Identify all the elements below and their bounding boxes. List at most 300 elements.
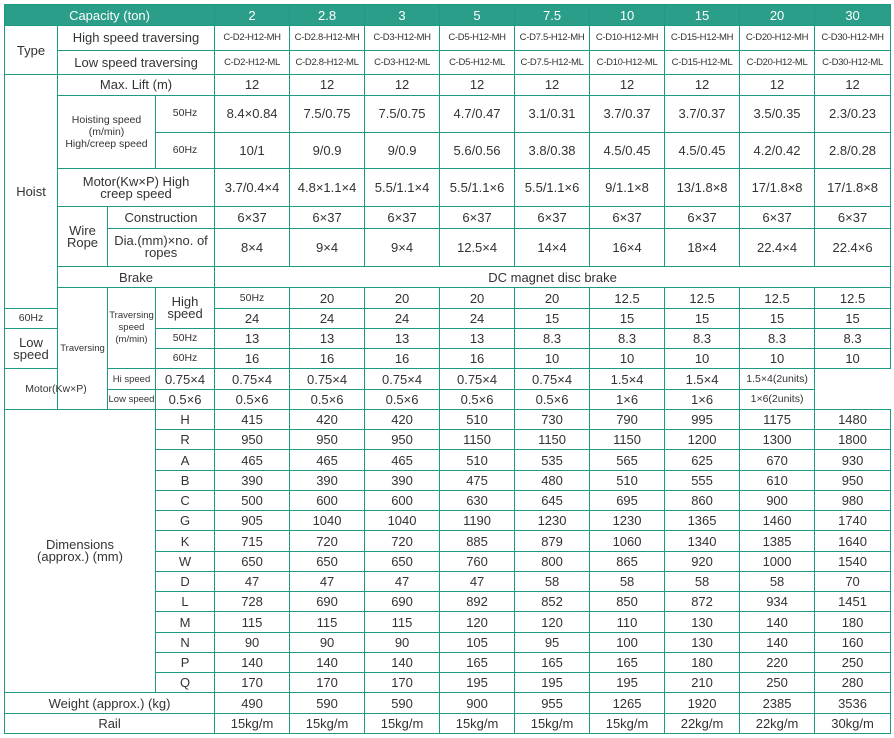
wire-dia-row xyxy=(5,228,891,266)
value-cell: 24 xyxy=(365,308,440,328)
traversing-label: Traversing xyxy=(58,288,108,410)
value-cell: 13 xyxy=(290,328,365,348)
value-cell: 872 xyxy=(665,592,740,612)
value-cell: 7.5/0.75 xyxy=(290,96,365,132)
value-cell: 1.5×4 xyxy=(590,369,665,389)
dimension-key: A xyxy=(156,450,215,470)
value-cell: 12 xyxy=(515,74,590,95)
value-cell: 865 xyxy=(590,551,665,571)
value-cell: 0.5×6 xyxy=(215,389,290,409)
value-cell: 650 xyxy=(365,551,440,571)
value-cell: 12.5 xyxy=(815,288,891,308)
value-cell: 10/1 xyxy=(215,132,290,168)
value-cell: 8×4 xyxy=(215,228,290,266)
value-cell: 879 xyxy=(515,531,590,551)
value-cell: 47 xyxy=(290,571,365,591)
value-cell: 1150 xyxy=(440,430,515,450)
value-cell: 510 xyxy=(440,409,515,429)
value-cell: 12.5 xyxy=(590,288,665,308)
value-cell: 1175 xyxy=(740,409,815,429)
value-cell: 1451 xyxy=(815,592,891,612)
value-cell: 6×37 xyxy=(665,207,740,228)
value-cell: 465 xyxy=(215,450,290,470)
value-cell: 10 xyxy=(590,349,665,369)
value-cell: 510 xyxy=(440,450,515,470)
value-cell: 885 xyxy=(440,531,515,551)
type-high-row xyxy=(5,26,891,50)
value-cell: 5.5/1.1×6 xyxy=(515,168,590,206)
capacity-cell: 5 xyxy=(440,5,515,26)
value-cell: 1190 xyxy=(440,511,515,531)
capacity-cell: 3 xyxy=(365,5,440,26)
value-cell: 850 xyxy=(590,592,665,612)
value-cell: 18×4 xyxy=(665,228,740,266)
value-cell: 1.5×4(2units) xyxy=(740,369,815,389)
value-cell: 115 xyxy=(290,612,365,632)
value-cell: 2385 xyxy=(740,693,815,713)
value-cell: 1265 xyxy=(590,693,665,713)
value-cell: 195 xyxy=(590,673,665,693)
dimension-key: G xyxy=(156,511,215,531)
value-cell: 22.4×6 xyxy=(815,228,891,266)
capacity-cell: 30 xyxy=(815,5,891,26)
wire-construction-row xyxy=(5,207,891,228)
value-cell: 420 xyxy=(365,409,440,429)
value-cell: 0.75×4 xyxy=(290,369,365,389)
value-cell: 15kg/m xyxy=(515,713,590,733)
value-cell: 15 xyxy=(740,308,815,328)
value-cell: 47 xyxy=(215,571,290,591)
value-cell: 280 xyxy=(815,673,891,693)
value-cell: 24 xyxy=(290,308,365,328)
value-cell: 16 xyxy=(440,349,515,369)
value-cell: 3.1/0.31 xyxy=(515,96,590,132)
value-cell: 170 xyxy=(290,673,365,693)
model-cell: C-D10-H12-ML xyxy=(590,50,665,74)
value-cell: 10 xyxy=(515,349,590,369)
brake-row xyxy=(5,267,891,288)
capacity-cell: 2.8 xyxy=(290,5,365,26)
value-cell: 535 xyxy=(515,450,590,470)
value-cell: 1800 xyxy=(815,430,891,450)
value-cell: 4.8×1.1×4 xyxy=(290,168,365,206)
value-cell: 1040 xyxy=(290,511,365,531)
model-cell: C-D2.8-H12-MH xyxy=(290,26,365,50)
value-cell: 715 xyxy=(215,531,290,551)
dimension-key: R xyxy=(156,430,215,450)
value-cell: 6×37 xyxy=(590,207,665,228)
model-cell: C-D30-H12-ML xyxy=(815,50,891,74)
value-cell: 1×6(2units) xyxy=(740,389,815,409)
value-cell: 140 xyxy=(215,652,290,672)
model-cell: C-D20-H12-MH xyxy=(740,26,815,50)
max-lift-row xyxy=(5,74,891,95)
value-cell: 12 xyxy=(290,74,365,95)
value-cell: 195 xyxy=(440,673,515,693)
value-cell: 5.6/0.56 xyxy=(440,132,515,168)
value-cell: 690 xyxy=(365,592,440,612)
value-cell: 15kg/m xyxy=(290,713,365,733)
dimension-key: K xyxy=(156,531,215,551)
value-cell: 2.3/0.23 xyxy=(815,96,891,132)
value-cell: 5.5/1.1×4 xyxy=(365,168,440,206)
value-cell: 390 xyxy=(290,470,365,490)
value-cell: 500 xyxy=(215,490,290,510)
value-cell: 210 xyxy=(665,673,740,693)
type-low-row xyxy=(5,50,891,74)
value-cell: 610 xyxy=(740,470,815,490)
value-cell: 8.3 xyxy=(815,328,891,348)
value-cell: 920 xyxy=(665,551,740,571)
value-cell: 0.75×4 xyxy=(215,369,290,389)
value-cell: 0.5×6 xyxy=(156,389,215,409)
dimension-key: H xyxy=(156,409,215,429)
value-cell: 0.5×6 xyxy=(515,389,590,409)
value-cell: 3.7/0.37 xyxy=(590,96,665,132)
value-cell: 590 xyxy=(365,693,440,713)
low-speed-label: Low speed xyxy=(108,389,156,409)
value-cell: 930 xyxy=(815,450,891,470)
value-cell: 8.3 xyxy=(740,328,815,348)
value-cell: 165 xyxy=(440,652,515,672)
value-cell: 1150 xyxy=(590,430,665,450)
value-cell: 670 xyxy=(740,450,815,470)
value-cell: 1040 xyxy=(365,511,440,531)
hi-speed-label: Hi speed xyxy=(108,369,156,389)
model-cell: C-D10-H12-MH xyxy=(590,26,665,50)
value-cell: 15kg/m xyxy=(440,713,515,733)
value-cell: 1385 xyxy=(740,531,815,551)
value-cell: 130 xyxy=(665,612,740,632)
value-cell: 20 xyxy=(365,288,440,308)
value-cell: 20 xyxy=(290,288,365,308)
value-cell: 24 xyxy=(440,308,515,328)
value-cell: 10 xyxy=(665,349,740,369)
value-cell: 115 xyxy=(365,612,440,632)
value-cell: 12 xyxy=(740,74,815,95)
dia-label: Dia.(mm)×no. of ropes xyxy=(108,228,215,266)
model-cell: C-D7.5-H12-MH xyxy=(515,26,590,50)
value-cell: 565 xyxy=(590,450,665,470)
value-cell: 6×37 xyxy=(815,207,891,228)
brake-label: Brake xyxy=(58,267,215,288)
model-cell: C-D7.5-H12-ML xyxy=(515,50,590,74)
value-cell: 110 xyxy=(590,612,665,632)
value-cell: 1460 xyxy=(740,511,815,531)
hz-50-label: 50Hz xyxy=(215,288,290,308)
trav-motor-lo-row xyxy=(5,389,891,409)
capacity-label: Capacity (ton) xyxy=(5,5,215,26)
value-cell: 1×6 xyxy=(590,389,665,409)
value-cell: 20 xyxy=(440,288,515,308)
value-cell: 1.5×4 xyxy=(665,369,740,389)
value-cell: 695 xyxy=(590,490,665,510)
value-cell: 16 xyxy=(290,349,365,369)
weight-label: Weight (approx.) (kg) xyxy=(5,693,215,713)
value-cell: 24 xyxy=(215,308,290,328)
trav-motor-label: Motor(Kw×P) xyxy=(5,369,108,410)
value-cell: 195 xyxy=(515,673,590,693)
value-cell: 16 xyxy=(365,349,440,369)
value-cell: 690 xyxy=(290,592,365,612)
value-cell: 1920 xyxy=(665,693,740,713)
type-label: Type xyxy=(5,26,58,75)
value-cell: 475 xyxy=(440,470,515,490)
trav-high-50-row xyxy=(5,288,891,308)
value-cell: 8.3 xyxy=(590,328,665,348)
value-cell: 6×37 xyxy=(365,207,440,228)
value-cell: 160 xyxy=(815,632,891,652)
value-cell: 860 xyxy=(665,490,740,510)
value-cell: 2.8/0.28 xyxy=(815,132,891,168)
value-cell: 8.3 xyxy=(515,328,590,348)
value-cell: 728 xyxy=(215,592,290,612)
spec-table-body xyxy=(5,5,891,734)
value-cell: 465 xyxy=(290,450,365,470)
value-cell: 3.7/0.4×4 xyxy=(215,168,290,206)
value-cell: 4.2/0.42 xyxy=(740,132,815,168)
value-cell: 15kg/m xyxy=(215,713,290,733)
hz-50-label: 50Hz xyxy=(156,96,215,132)
value-cell: 600 xyxy=(290,490,365,510)
value-cell: 934 xyxy=(740,592,815,612)
model-cell: C-D3-H12-MH xyxy=(365,26,440,50)
value-cell: 58 xyxy=(590,571,665,591)
model-cell: C-D2-H12-ML xyxy=(215,50,290,74)
value-cell: 0.5×6 xyxy=(365,389,440,409)
value-cell: 13 xyxy=(365,328,440,348)
value-cell: 130 xyxy=(665,632,740,652)
type-high-label: High speed traversing xyxy=(58,26,215,50)
value-cell: 12 xyxy=(365,74,440,95)
value-cell: 1365 xyxy=(665,511,740,531)
value-cell: 490 xyxy=(215,693,290,713)
trav-high-speed-label: High speed xyxy=(156,288,215,329)
value-cell: 1000 xyxy=(740,551,815,571)
model-cell: C-D15-H12-MH xyxy=(665,26,740,50)
type-low-label: Low speed traversing xyxy=(58,50,215,74)
hz-50-label: 50Hz xyxy=(156,328,215,348)
value-cell: 16 xyxy=(215,349,290,369)
value-cell: 9/0.9 xyxy=(365,132,440,168)
value-cell: 950 xyxy=(815,470,891,490)
capacity-header-row xyxy=(5,5,891,26)
value-cell: 6×37 xyxy=(290,207,365,228)
value-cell: 58 xyxy=(740,571,815,591)
value-cell: 650 xyxy=(290,551,365,571)
value-cell: 16×4 xyxy=(590,228,665,266)
value-cell: 140 xyxy=(740,632,815,652)
value-cell: 170 xyxy=(365,673,440,693)
value-cell: 950 xyxy=(365,430,440,450)
value-cell: 1×6 xyxy=(665,389,740,409)
max-lift-label: Max. Lift (m) xyxy=(58,74,215,95)
value-cell: 0.5×6 xyxy=(290,389,365,409)
value-cell: 390 xyxy=(365,470,440,490)
value-cell: 4.5/0.45 xyxy=(665,132,740,168)
value-cell: 15 xyxy=(590,308,665,328)
value-cell: 0.75×4 xyxy=(365,369,440,389)
value-cell: 0.75×4 xyxy=(440,369,515,389)
value-cell: 15kg/m xyxy=(590,713,665,733)
value-cell: 1200 xyxy=(665,430,740,450)
value-cell: 7.5/0.75 xyxy=(365,96,440,132)
value-cell: 1150 xyxy=(515,430,590,450)
value-cell: 12.5 xyxy=(740,288,815,308)
hz-60-label: 60Hz xyxy=(156,132,215,168)
value-cell: 950 xyxy=(215,430,290,450)
value-cell: 950 xyxy=(290,430,365,450)
value-cell: 90 xyxy=(215,632,290,652)
value-cell: 9×4 xyxy=(365,228,440,266)
hoisting-speed-label: Hoisting speed (m/min) High/creep speed xyxy=(58,96,156,169)
value-cell: 1540 xyxy=(815,551,891,571)
hoist-motor-row xyxy=(5,168,891,206)
value-cell: 120 xyxy=(440,612,515,632)
value-cell: 790 xyxy=(590,409,665,429)
value-cell: 0.75×4 xyxy=(156,369,215,389)
value-cell: 165 xyxy=(590,652,665,672)
spec-table-container xyxy=(4,4,890,734)
value-cell: 12.5×4 xyxy=(440,228,515,266)
dimension-key: B xyxy=(156,470,215,490)
value-cell: 900 xyxy=(740,490,815,510)
value-cell: 170 xyxy=(215,673,290,693)
value-cell: 9×4 xyxy=(290,228,365,266)
value-cell: 15 xyxy=(515,308,590,328)
traversing-speed-label: Traversing speed (m/min) xyxy=(108,288,156,369)
value-cell: 510 xyxy=(590,470,665,490)
value-cell: 625 xyxy=(665,450,740,470)
dimension-key: W xyxy=(156,551,215,571)
value-cell: 15 xyxy=(665,308,740,328)
value-cell: 630 xyxy=(440,490,515,510)
hoist-label: Hoist xyxy=(5,74,58,308)
value-cell: 12.5 xyxy=(665,288,740,308)
value-cell: 105 xyxy=(440,632,515,652)
value-cell: 250 xyxy=(815,652,891,672)
value-cell: 1230 xyxy=(515,511,590,531)
value-cell: 140 xyxy=(290,652,365,672)
value-cell: 1340 xyxy=(665,531,740,551)
value-cell: 800 xyxy=(515,551,590,571)
value-cell: 180 xyxy=(815,612,891,632)
value-cell: 140 xyxy=(740,612,815,632)
value-cell: 0.75×4 xyxy=(515,369,590,389)
value-cell: 720 xyxy=(290,531,365,551)
hz-60-label: 60Hz xyxy=(156,349,215,369)
hz-60-label: 60Hz xyxy=(5,308,58,328)
model-cell: C-D20-H12-ML xyxy=(740,50,815,74)
dimension-key: D xyxy=(156,571,215,591)
capacity-cell: 7.5 xyxy=(515,5,590,26)
capacity-cell: 2 xyxy=(215,5,290,26)
value-cell: 480 xyxy=(515,470,590,490)
value-cell: 90 xyxy=(290,632,365,652)
value-cell: 995 xyxy=(665,409,740,429)
value-cell: 1740 xyxy=(815,511,891,531)
value-cell: 5.5/1.1×6 xyxy=(440,168,515,206)
value-cell: 1060 xyxy=(590,531,665,551)
value-cell: 180 xyxy=(665,652,740,672)
value-cell: 47 xyxy=(365,571,440,591)
dimension-key: L xyxy=(156,592,215,612)
value-cell: 12 xyxy=(815,74,891,95)
brake-value: DC magnet disc brake xyxy=(215,267,891,288)
specification-table xyxy=(4,4,891,734)
value-cell: 955 xyxy=(515,693,590,713)
hoist-motor-label: Motor(Kw×P) High creep speed xyxy=(58,168,215,206)
value-cell: 905 xyxy=(215,511,290,531)
value-cell: 9/0.9 xyxy=(290,132,365,168)
rail-label: Rail xyxy=(5,713,215,733)
value-cell: 3536 xyxy=(815,693,891,713)
value-cell: 760 xyxy=(440,551,515,571)
value-cell: 645 xyxy=(515,490,590,510)
value-cell: 165 xyxy=(515,652,590,672)
construction-label: Construction xyxy=(108,207,215,228)
value-cell: 95 xyxy=(515,632,590,652)
value-cell: 140 xyxy=(365,652,440,672)
value-cell: 1230 xyxy=(590,511,665,531)
capacity-cell: 10 xyxy=(590,5,665,26)
model-cell: C-D2-H12-MH xyxy=(215,26,290,50)
value-cell: 12 xyxy=(215,74,290,95)
value-cell: 3.8/0.38 xyxy=(515,132,590,168)
weight-row xyxy=(5,693,891,713)
model-cell: C-D30-H12-MH xyxy=(815,26,891,50)
wire-rope-label: Wire Rope xyxy=(58,207,108,267)
hoisting-speed-50hz-row xyxy=(5,96,891,132)
value-cell: 22kg/m xyxy=(740,713,815,733)
value-cell: 8.4×0.84 xyxy=(215,96,290,132)
dimension-key: C xyxy=(156,490,215,510)
value-cell: 1480 xyxy=(815,409,891,429)
value-cell: 15kg/m xyxy=(365,713,440,733)
trav-low-speed-label: Low speed xyxy=(5,328,58,369)
value-cell: 220 xyxy=(740,652,815,672)
model-cell: C-D3-H12-ML xyxy=(365,50,440,74)
value-cell: 250 xyxy=(740,673,815,693)
model-cell: C-D15-H12-ML xyxy=(665,50,740,74)
value-cell: 13 xyxy=(440,328,515,348)
value-cell: 1640 xyxy=(815,531,891,551)
value-cell: 17/1.8×8 xyxy=(740,168,815,206)
value-cell: 465 xyxy=(365,450,440,470)
rail-row xyxy=(5,713,891,733)
value-cell: 12 xyxy=(665,74,740,95)
model-cell: C-D5-H12-MH xyxy=(440,26,515,50)
value-cell: 100 xyxy=(590,632,665,652)
capacity-cell: 20 xyxy=(740,5,815,26)
dimension-key: P xyxy=(156,652,215,672)
value-cell: 9/1.1×8 xyxy=(590,168,665,206)
value-cell: 3.7/0.37 xyxy=(665,96,740,132)
value-cell: 15 xyxy=(815,308,891,328)
model-cell: C-D2.8-H12-ML xyxy=(290,50,365,74)
value-cell: 0.5×6 xyxy=(440,389,515,409)
dimension-key: Q xyxy=(156,673,215,693)
value-cell: 420 xyxy=(290,409,365,429)
value-cell: 90 xyxy=(365,632,440,652)
value-cell: 10 xyxy=(815,349,891,369)
value-cell: 115 xyxy=(215,612,290,632)
value-cell: 47 xyxy=(440,571,515,591)
value-cell: 4.7/0.47 xyxy=(440,96,515,132)
value-cell: 555 xyxy=(665,470,740,490)
value-cell: 390 xyxy=(215,470,290,490)
dimensions-label: Dimensions (approx.) (mm) xyxy=(5,409,156,693)
